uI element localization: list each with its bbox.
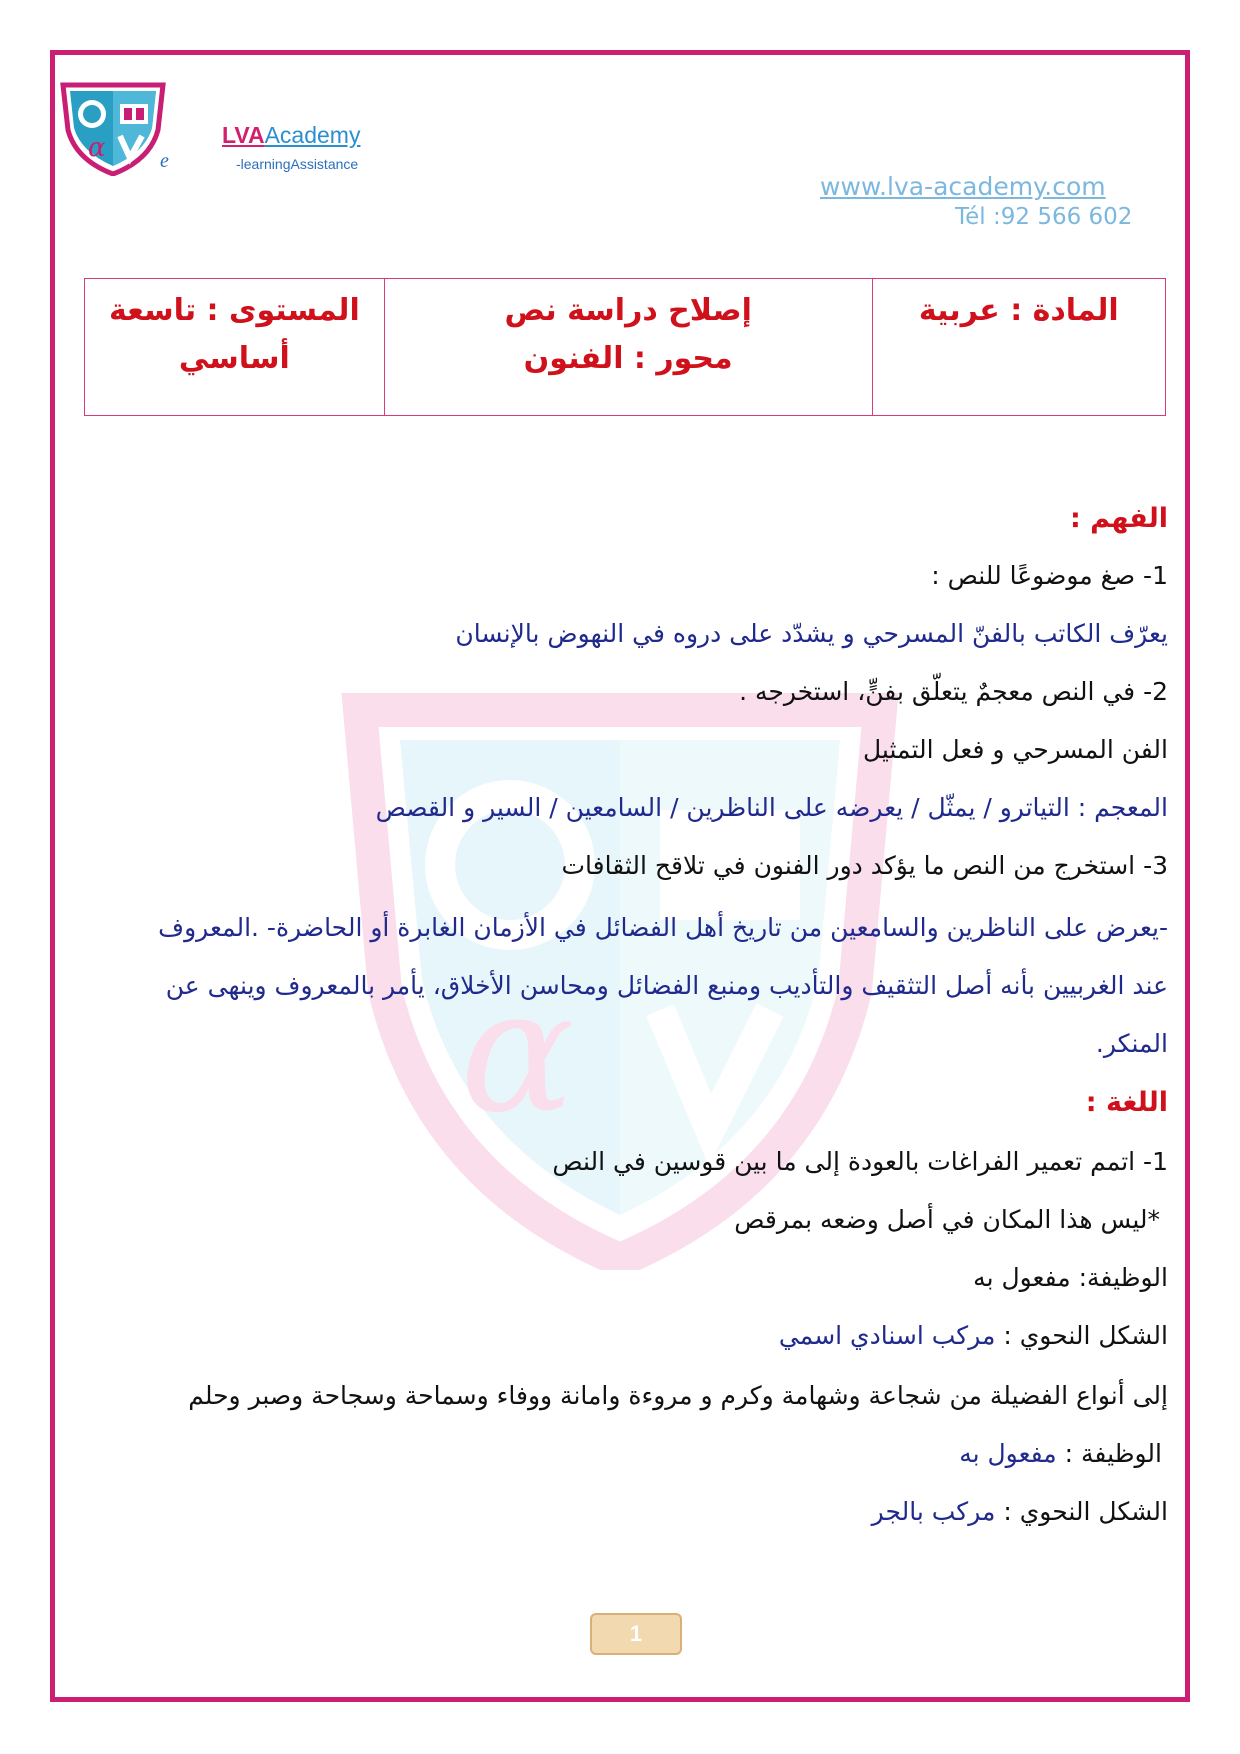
level-line-1: المستوى : تاسعة [108,293,360,328]
grammatical-form-1-label: الشكل النحوي : [995,1321,1168,1350]
function-2 [959,1439,1162,1468]
language-item-1: *ليس هذا المكان في أصل وضعه بمرقص [734,1205,1160,1234]
answer-2-lexicon: المعجم : التياترو / يمثّل / يعرضه على الناظرين / السامعين / السير و القصص [375,793,1168,822]
question-3: 3- استخرج من النص ما يؤكد دور الفنون في تلاقح الثقافات [561,851,1168,880]
grammatical-form-1-value: مركب اسنادي اسمي [778,1321,996,1350]
answer-1: يعرّف الكاتب بالفنّ المسرحي و يشدّد على دروه في النهوض بالإنسان [455,619,1168,648]
brand-lva: LVA [222,122,265,148]
grammatical-form-2-label: الشكل النحوي : [995,1497,1168,1526]
title-table [84,278,1166,416]
grammatical-form-1 [779,1321,1168,1350]
question-2: 2- في النص معجمٌ يتعلّق بفنٍّ، استخرجه . [739,677,1168,706]
subject-label: المادة : عربية [918,293,1119,328]
function-2-value: مفعول به [959,1439,1057,1468]
phone-number: Tél :92 566 602 [955,204,1133,230]
question-1: 1- صغ موضوعًا للنص : [931,561,1168,590]
language-heading: اللغة : [1085,1087,1168,1118]
title-cell [384,279,872,416]
website-link[interactable]: www.lva-academy.com [820,172,1106,201]
answer-3-line-1: -يعرض على الناظرين والسامعين من تاريخ أهل الفضائل في الأزمان الغابرة أو الحاضرة- .المعروف [158,913,1168,942]
answer-2-intro: الفن المسرحي و فعل التمثيل [862,735,1168,764]
grammatical-form-2-value: مركب بالجر [871,1497,996,1526]
language-question-1: 1- اتمم تعمير الفراغات بالعودة إلى ما بين قوسين في النص [552,1147,1168,1176]
answer-3-line-3: المنكر. [1095,1029,1168,1058]
page-number: 1 [590,1613,682,1655]
lva-logo-icon [58,80,168,176]
title-line-1: إصلاح دراسة نص [504,293,752,328]
svg-text:α: α [88,133,106,163]
subject-cell [872,279,1165,416]
language-item-2: إلى أنواع الفضيلة من شجاعة وشهامة وكرم و مروءة وامانة ووفاء وسماحة وسجاحة وصبر وحلم [188,1381,1168,1410]
level-line-2: أساسي [178,341,290,376]
comprehension-heading: الفهم : [1069,503,1168,534]
title-line-2: محور : الفنون [523,341,733,376]
function-2-label: الوظيفة : [1056,1439,1162,1468]
brand-name [222,122,360,149]
brand-e-letter: e [160,150,169,172]
brand-academy: Academy [264,122,361,148]
level-cell [85,279,385,416]
brand-tagline: -learningAssistance [236,156,359,172]
function-1: الوظيفة: مفعول به [973,1263,1168,1292]
grammatical-form-2 [872,1497,1168,1526]
svg-text:α: α [460,953,575,1151]
answer-3-line-2: عند الغربيين بأنه أصل التثقيف والتأديب ومنبع الفضائل ومحاسن الأخلاق، يأمر بالمعروف وينهى عن [165,971,1168,1000]
